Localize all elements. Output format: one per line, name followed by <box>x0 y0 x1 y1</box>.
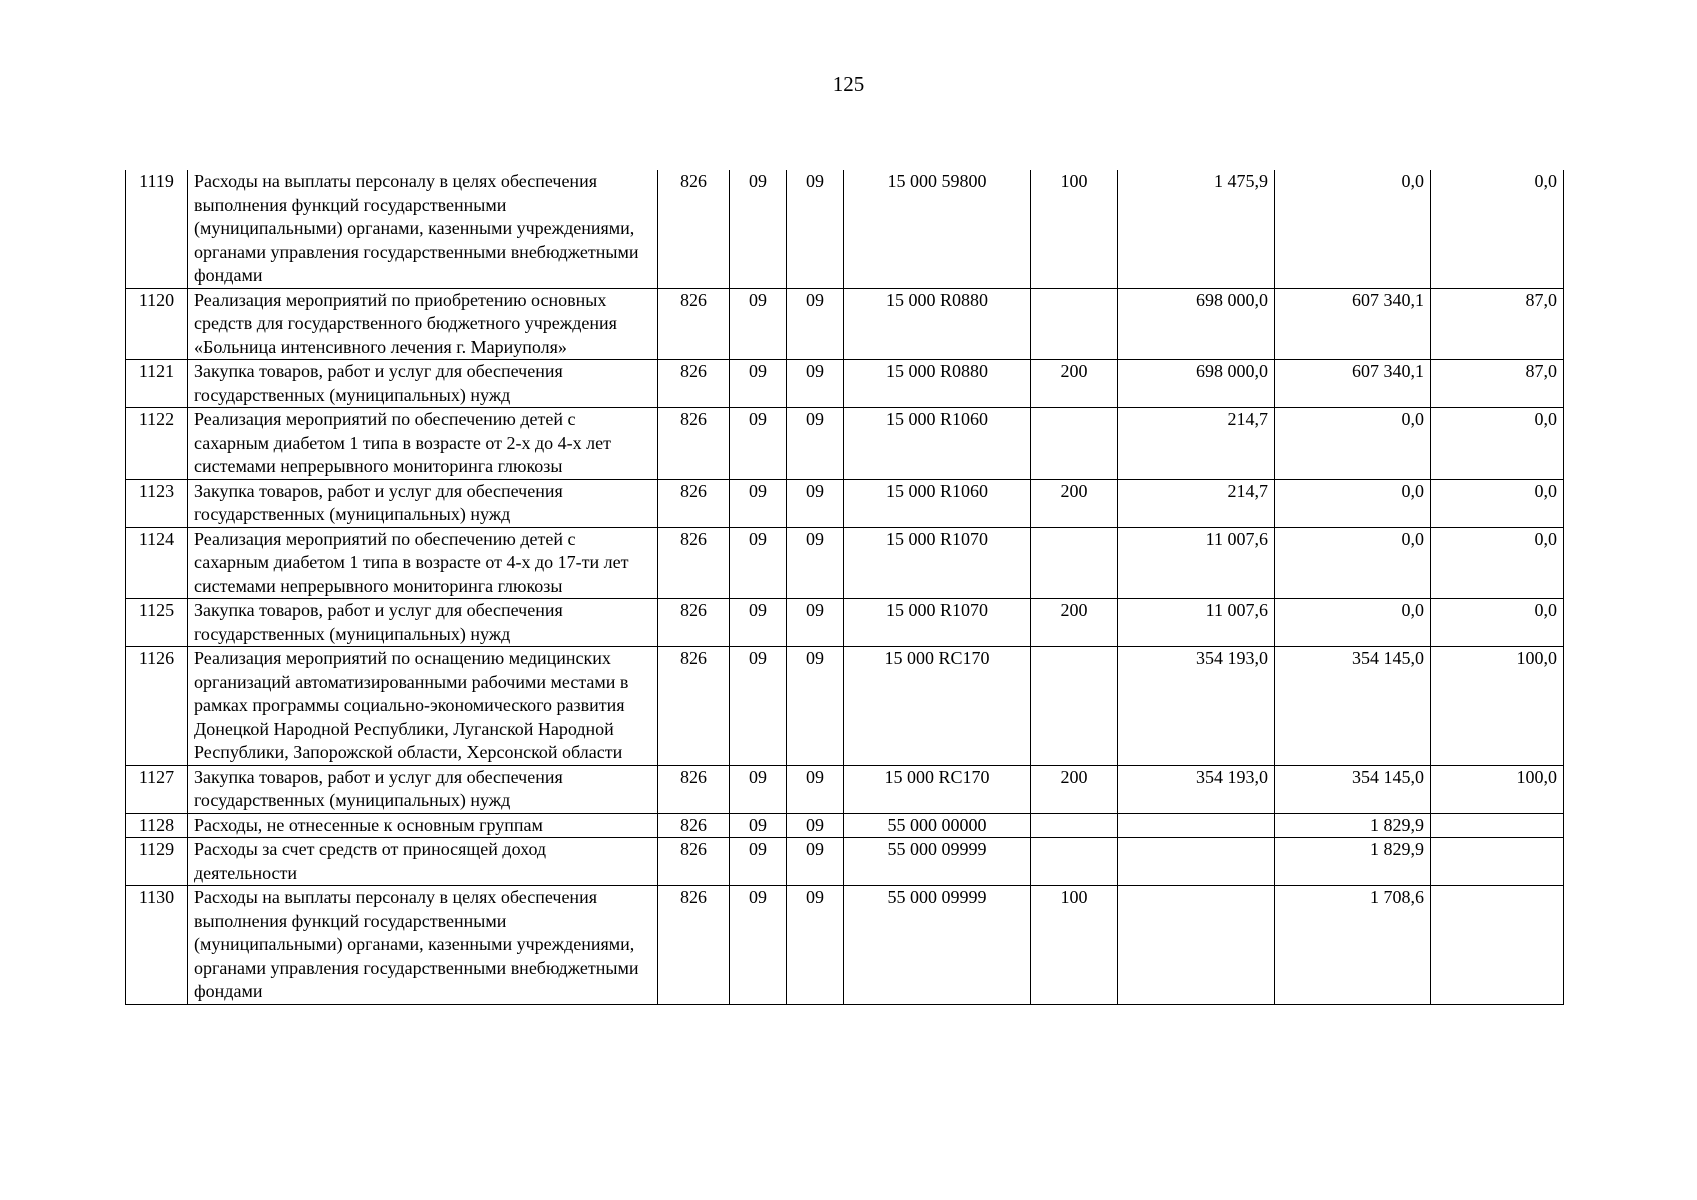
plan-amount-cell: 698 000,0 <box>1118 288 1275 360</box>
table-row <box>126 479 1564 527</box>
execution-percent-cell <box>1431 886 1564 1005</box>
section-code-cell: 09 <box>730 408 787 480</box>
subsection-code-cell: 09 <box>787 408 844 480</box>
expense-name-cell: Расходы за счет средств от приносящей доход деятельности <box>188 838 658 886</box>
expense-name-cell: Закупка товаров, работ и услуг для обеспечения государственных (муниципальных) нужд <box>188 479 658 527</box>
ministry-code-cell: 826 <box>658 838 730 886</box>
subsection-code-cell: 09 <box>787 170 844 288</box>
ministry-code-cell: 826 <box>658 408 730 480</box>
executed-amount-cell: 0,0 <box>1275 599 1431 647</box>
row-number-cell: 1123 <box>126 479 188 527</box>
expense-type-cell <box>1031 838 1118 886</box>
plan-amount-cell: 354 193,0 <box>1118 647 1275 766</box>
section-code-cell: 09 <box>730 360 787 408</box>
table-body <box>126 170 1564 1004</box>
target-article-cell: 15 000 R1070 <box>844 527 1031 599</box>
table-row <box>126 408 1564 480</box>
table-row <box>126 838 1564 886</box>
row-number-cell: 1128 <box>126 813 188 838</box>
expense-type-cell: 200 <box>1031 599 1118 647</box>
ministry-code-cell: 826 <box>658 813 730 838</box>
executed-amount-cell: 0,0 <box>1275 527 1431 599</box>
row-number-cell: 1127 <box>126 765 188 813</box>
subsection-code-cell: 09 <box>787 360 844 408</box>
table-row <box>126 647 1564 766</box>
execution-percent-cell: 0,0 <box>1431 479 1564 527</box>
execution-percent-cell: 87,0 <box>1431 288 1564 360</box>
table-row <box>126 527 1564 599</box>
executed-amount-cell: 1 708,6 <box>1275 886 1431 1005</box>
plan-amount-cell: 11 007,6 <box>1118 599 1275 647</box>
subsection-code-cell: 09 <box>787 599 844 647</box>
subsection-code-cell: 09 <box>787 527 844 599</box>
subsection-code-cell: 09 <box>787 288 844 360</box>
section-code-cell: 09 <box>730 288 787 360</box>
section-code-cell: 09 <box>730 527 787 599</box>
row-number-cell: 1124 <box>126 527 188 599</box>
subsection-code-cell: 09 <box>787 813 844 838</box>
page-number: 125 <box>832 72 865 96</box>
expense-name-cell: Реализация мероприятий по оснащению медицинских организаций автоматизированными рабочими местами в рамках программы социально-экономического развития Донецкой Народной Республики, Луганской Народной Республики, Запорожской области, Херсонской области <box>188 647 658 766</box>
plan-amount-cell <box>1118 886 1275 1005</box>
executed-amount-cell: 0,0 <box>1275 408 1431 480</box>
expense-type-cell <box>1031 647 1118 766</box>
expense-type-cell <box>1031 527 1118 599</box>
target-article-cell: 15 000 R1070 <box>844 599 1031 647</box>
row-number-cell: 1119 <box>126 170 188 288</box>
target-article-cell: 15 000 R0880 <box>844 360 1031 408</box>
table-row <box>126 360 1564 408</box>
target-article-cell: 15 000 R0880 <box>844 288 1031 360</box>
executed-amount-cell: 1 829,9 <box>1275 838 1431 886</box>
plan-amount-cell: 214,7 <box>1118 408 1275 480</box>
expense-name-cell: Закупка товаров, работ и услуг для обеспечения государственных (муниципальных) нужд <box>188 360 658 408</box>
target-article-cell: 55 000 00000 <box>844 813 1031 838</box>
execution-percent-cell: 0,0 <box>1431 170 1564 288</box>
expense-type-cell: 200 <box>1031 360 1118 408</box>
expense-name-cell: Расходы на выплаты персоналу в целях обеспечения выполнения функций государственными (муниципальными) органами, казенными учреждениями, органами управления государственными внебюджетными фондами <box>188 170 658 288</box>
table-row <box>126 886 1564 1005</box>
ministry-code-cell: 826 <box>658 527 730 599</box>
row-number-cell: 1120 <box>126 288 188 360</box>
executed-amount-cell: 607 340,1 <box>1275 288 1431 360</box>
execution-percent-cell: 0,0 <box>1431 527 1564 599</box>
expense-name-cell: Закупка товаров, работ и услуг для обеспечения государственных (муниципальных) нужд <box>188 599 658 647</box>
expense-type-cell <box>1031 813 1118 838</box>
section-code-cell: 09 <box>730 170 787 288</box>
expense-name-cell: Реализация мероприятий по приобретению основных средств для государственного бюджетного учреждения «Больница интенсивного лечения г. Мариуполя» <box>188 288 658 360</box>
table-row <box>126 170 1564 288</box>
target-article-cell: 15 000 RC170 <box>844 765 1031 813</box>
target-article-cell: 15 000 RC170 <box>844 647 1031 766</box>
executed-amount-cell: 607 340,1 <box>1275 360 1431 408</box>
plan-amount-cell <box>1118 813 1275 838</box>
table-row <box>126 599 1564 647</box>
target-article-cell: 15 000 R1060 <box>844 408 1031 480</box>
ministry-code-cell: 826 <box>658 360 730 408</box>
expense-type-cell: 200 <box>1031 479 1118 527</box>
expense-type-cell: 100 <box>1031 886 1118 1005</box>
plan-amount-cell: 1 475,9 <box>1118 170 1275 288</box>
section-code-cell: 09 <box>730 599 787 647</box>
execution-percent-cell: 100,0 <box>1431 765 1564 813</box>
row-number-cell: 1126 <box>126 647 188 766</box>
plan-amount-cell: 11 007,6 <box>1118 527 1275 599</box>
ministry-code-cell: 826 <box>658 288 730 360</box>
execution-percent-cell: 100,0 <box>1431 647 1564 766</box>
ministry-code-cell: 826 <box>658 647 730 766</box>
target-article-cell: 15 000 R1060 <box>844 479 1031 527</box>
subsection-code-cell: 09 <box>787 765 844 813</box>
expense-name-cell: Расходы, не отнесенные к основным группам <box>188 813 658 838</box>
plan-amount-cell: 214,7 <box>1118 479 1275 527</box>
row-number-cell: 1130 <box>126 886 188 1005</box>
section-code-cell: 09 <box>730 479 787 527</box>
ministry-code-cell: 826 <box>658 765 730 813</box>
section-code-cell: 09 <box>730 886 787 1005</box>
expense-type-cell: 100 <box>1031 170 1118 288</box>
subsection-code-cell: 09 <box>787 886 844 1005</box>
section-code-cell: 09 <box>730 647 787 766</box>
execution-percent-cell: 0,0 <box>1431 408 1564 480</box>
row-number-cell: 1122 <box>126 408 188 480</box>
ministry-code-cell: 826 <box>658 886 730 1005</box>
expense-name-cell: Расходы на выплаты персоналу в целях обеспечения выполнения функций государственными (муниципальными) органами, казенными учреждениями, органами управления государственными внебюджетными фондами <box>188 886 658 1005</box>
row-number-cell: 1125 <box>126 599 188 647</box>
subsection-code-cell: 09 <box>787 647 844 766</box>
target-article-cell: 55 000 09999 <box>844 838 1031 886</box>
section-code-cell: 09 <box>730 765 787 813</box>
budget-table <box>125 170 1564 1005</box>
subsection-code-cell: 09 <box>787 479 844 527</box>
executed-amount-cell: 354 145,0 <box>1275 647 1431 766</box>
table-row <box>126 288 1564 360</box>
execution-percent-cell: 0,0 <box>1431 599 1564 647</box>
expense-type-cell <box>1031 288 1118 360</box>
executed-amount-cell: 354 145,0 <box>1275 765 1431 813</box>
expense-name-cell: Реализация мероприятий по обеспечению детей с сахарным диабетом 1 типа в возрасте от 4-х до 17-ти лет системами непрерывного мониторинга глюкозы <box>188 527 658 599</box>
ministry-code-cell: 826 <box>658 479 730 527</box>
executed-amount-cell: 1 829,9 <box>1275 813 1431 838</box>
executed-amount-cell: 0,0 <box>1275 170 1431 288</box>
execution-percent-cell <box>1431 838 1564 886</box>
target-article-cell: 55 000 09999 <box>844 886 1031 1005</box>
execution-percent-cell: 87,0 <box>1431 360 1564 408</box>
section-code-cell: 09 <box>730 813 787 838</box>
plan-amount-cell: 698 000,0 <box>1118 360 1275 408</box>
plan-amount-cell: 354 193,0 <box>1118 765 1275 813</box>
execution-percent-cell <box>1431 813 1564 838</box>
expense-type-cell <box>1031 408 1118 480</box>
subsection-code-cell: 09 <box>787 838 844 886</box>
row-number-cell: 1121 <box>126 360 188 408</box>
row-number-cell: 1129 <box>126 838 188 886</box>
target-article-cell: 15 000 59800 <box>844 170 1031 288</box>
expense-type-cell: 200 <box>1031 765 1118 813</box>
expense-name-cell: Закупка товаров, работ и услуг для обеспечения государственных (муниципальных) нужд <box>188 765 658 813</box>
executed-amount-cell: 0,0 <box>1275 479 1431 527</box>
section-code-cell: 09 <box>730 838 787 886</box>
ministry-code-cell: 826 <box>658 599 730 647</box>
table-row <box>126 813 1564 838</box>
expense-name-cell: Реализация мероприятий по обеспечению детей с сахарным диабетом 1 типа в возрасте от 2-х до 4-х лет системами непрерывного мониторинга глюкозы <box>188 408 658 480</box>
ministry-code-cell: 826 <box>658 170 730 288</box>
table-row <box>126 765 1564 813</box>
plan-amount-cell <box>1118 838 1275 886</box>
